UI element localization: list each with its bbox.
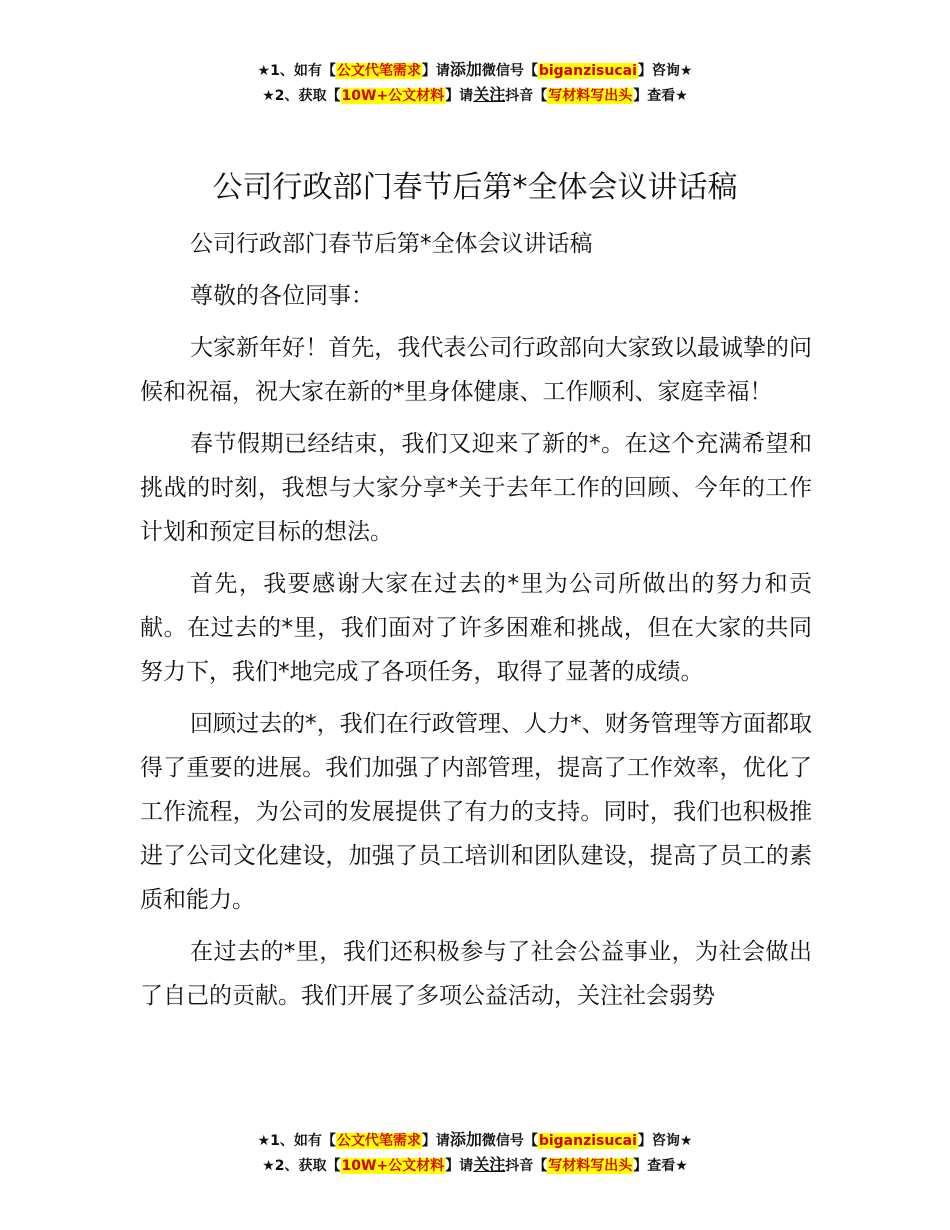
banner-text: 】请 <box>445 1158 474 1174</box>
banner-text: 】查看★ <box>633 88 688 104</box>
banner-text: ★2、获取【 <box>262 88 341 104</box>
banner-line-2 <box>0 1153 950 1178</box>
banner-emphasis: 添加 <box>449 1130 482 1149</box>
banner-text: 】请 <box>421 63 450 79</box>
banner-emphasis: 关注 <box>473 1155 506 1174</box>
banner-text: 抖音【 <box>505 88 548 104</box>
paragraph: 大家新年好！首先，我代表公司行政部向大家致以最诚挚的问候和祝福，祝大家在新的*里身体健康、工作顺利、家庭幸福！ <box>140 335 812 405</box>
banner-text: 微信号【 <box>481 1133 538 1149</box>
header-banner <box>0 58 950 108</box>
banner-line-1 <box>0 1128 950 1153</box>
banner-text: ★1、如有【 <box>257 63 336 79</box>
document-body <box>140 222 812 1026</box>
document-title: 公司行政部门春节后第*全体会议讲话稿 <box>212 170 738 205</box>
banner-line-2 <box>0 83 950 108</box>
banner-text: 】请 <box>445 88 474 104</box>
footer-banner <box>0 1128 950 1178</box>
banner-emphasis: 添加 <box>449 60 482 79</box>
banner-highlight: biganzisucai <box>538 1133 637 1149</box>
banner-text: ★2、获取【 <box>262 1158 341 1174</box>
paragraph: 尊敬的各位同事： <box>190 283 374 309</box>
banner-highlight: 公文代笔需求 <box>336 1133 421 1149</box>
paragraph: 在过去的*里，我们还积极参与了社会公益事业，为社会做出了自己的贡献。我们开展了多项公益活动，关注社会弱势 <box>140 939 812 1009</box>
banner-highlight: 写材料写出头 <box>548 88 633 104</box>
banner-text: 抖音【 <box>505 1158 548 1174</box>
paragraph: 回顾过去的*，我们在行政管理、人力*、财务管理等方面都取得了重要的进展。我们加强了内部管理，提高了工作效率，优化了工作流程，为公司的发展提供了有力的支持。同时，我们也积极推进了公司文化建设，加强了员工培训和团队建设，提高了员工的素质和能力。 <box>140 711 812 913</box>
banner-text: 】查看★ <box>633 1158 688 1174</box>
banner-highlight: 10W+公文材料 <box>341 88 445 104</box>
banner-highlight: 公文代笔需求 <box>336 63 421 79</box>
banner-text: 】请 <box>421 1133 450 1149</box>
banner-text: 】咨询★ <box>637 1133 693 1149</box>
banner-highlight: 写材料写出头 <box>548 1158 633 1174</box>
banner-line-1 <box>0 58 950 83</box>
banner-text: ★1、如有【 <box>257 1133 336 1149</box>
banner-emphasis: 关注 <box>473 85 506 104</box>
paragraph: 首先，我要感谢大家在过去的*里为公司所做出的努力和贡献。在过去的*里，我们面对了许多困难和挑战，但在大家的共同努力下，我们*地完成了各项任务，取得了显著的成绩。 <box>140 571 812 685</box>
paragraph: 春节假期已经结束，我们又迎来了新的*。在这个充满希望和挑战的时刻，我想与大家分享*关于去年工作的回顾、今年的工作计划和预定目标的想法。 <box>140 431 812 545</box>
banner-highlight: 10W+公文材料 <box>341 1158 445 1174</box>
banner-highlight: biganzisucai <box>538 63 637 79</box>
banner-text: 微信号【 <box>481 63 538 79</box>
paragraph: 公司行政部门春节后第*全体会议讲话稿 <box>190 231 593 257</box>
banner-text: 】咨询★ <box>637 63 693 79</box>
